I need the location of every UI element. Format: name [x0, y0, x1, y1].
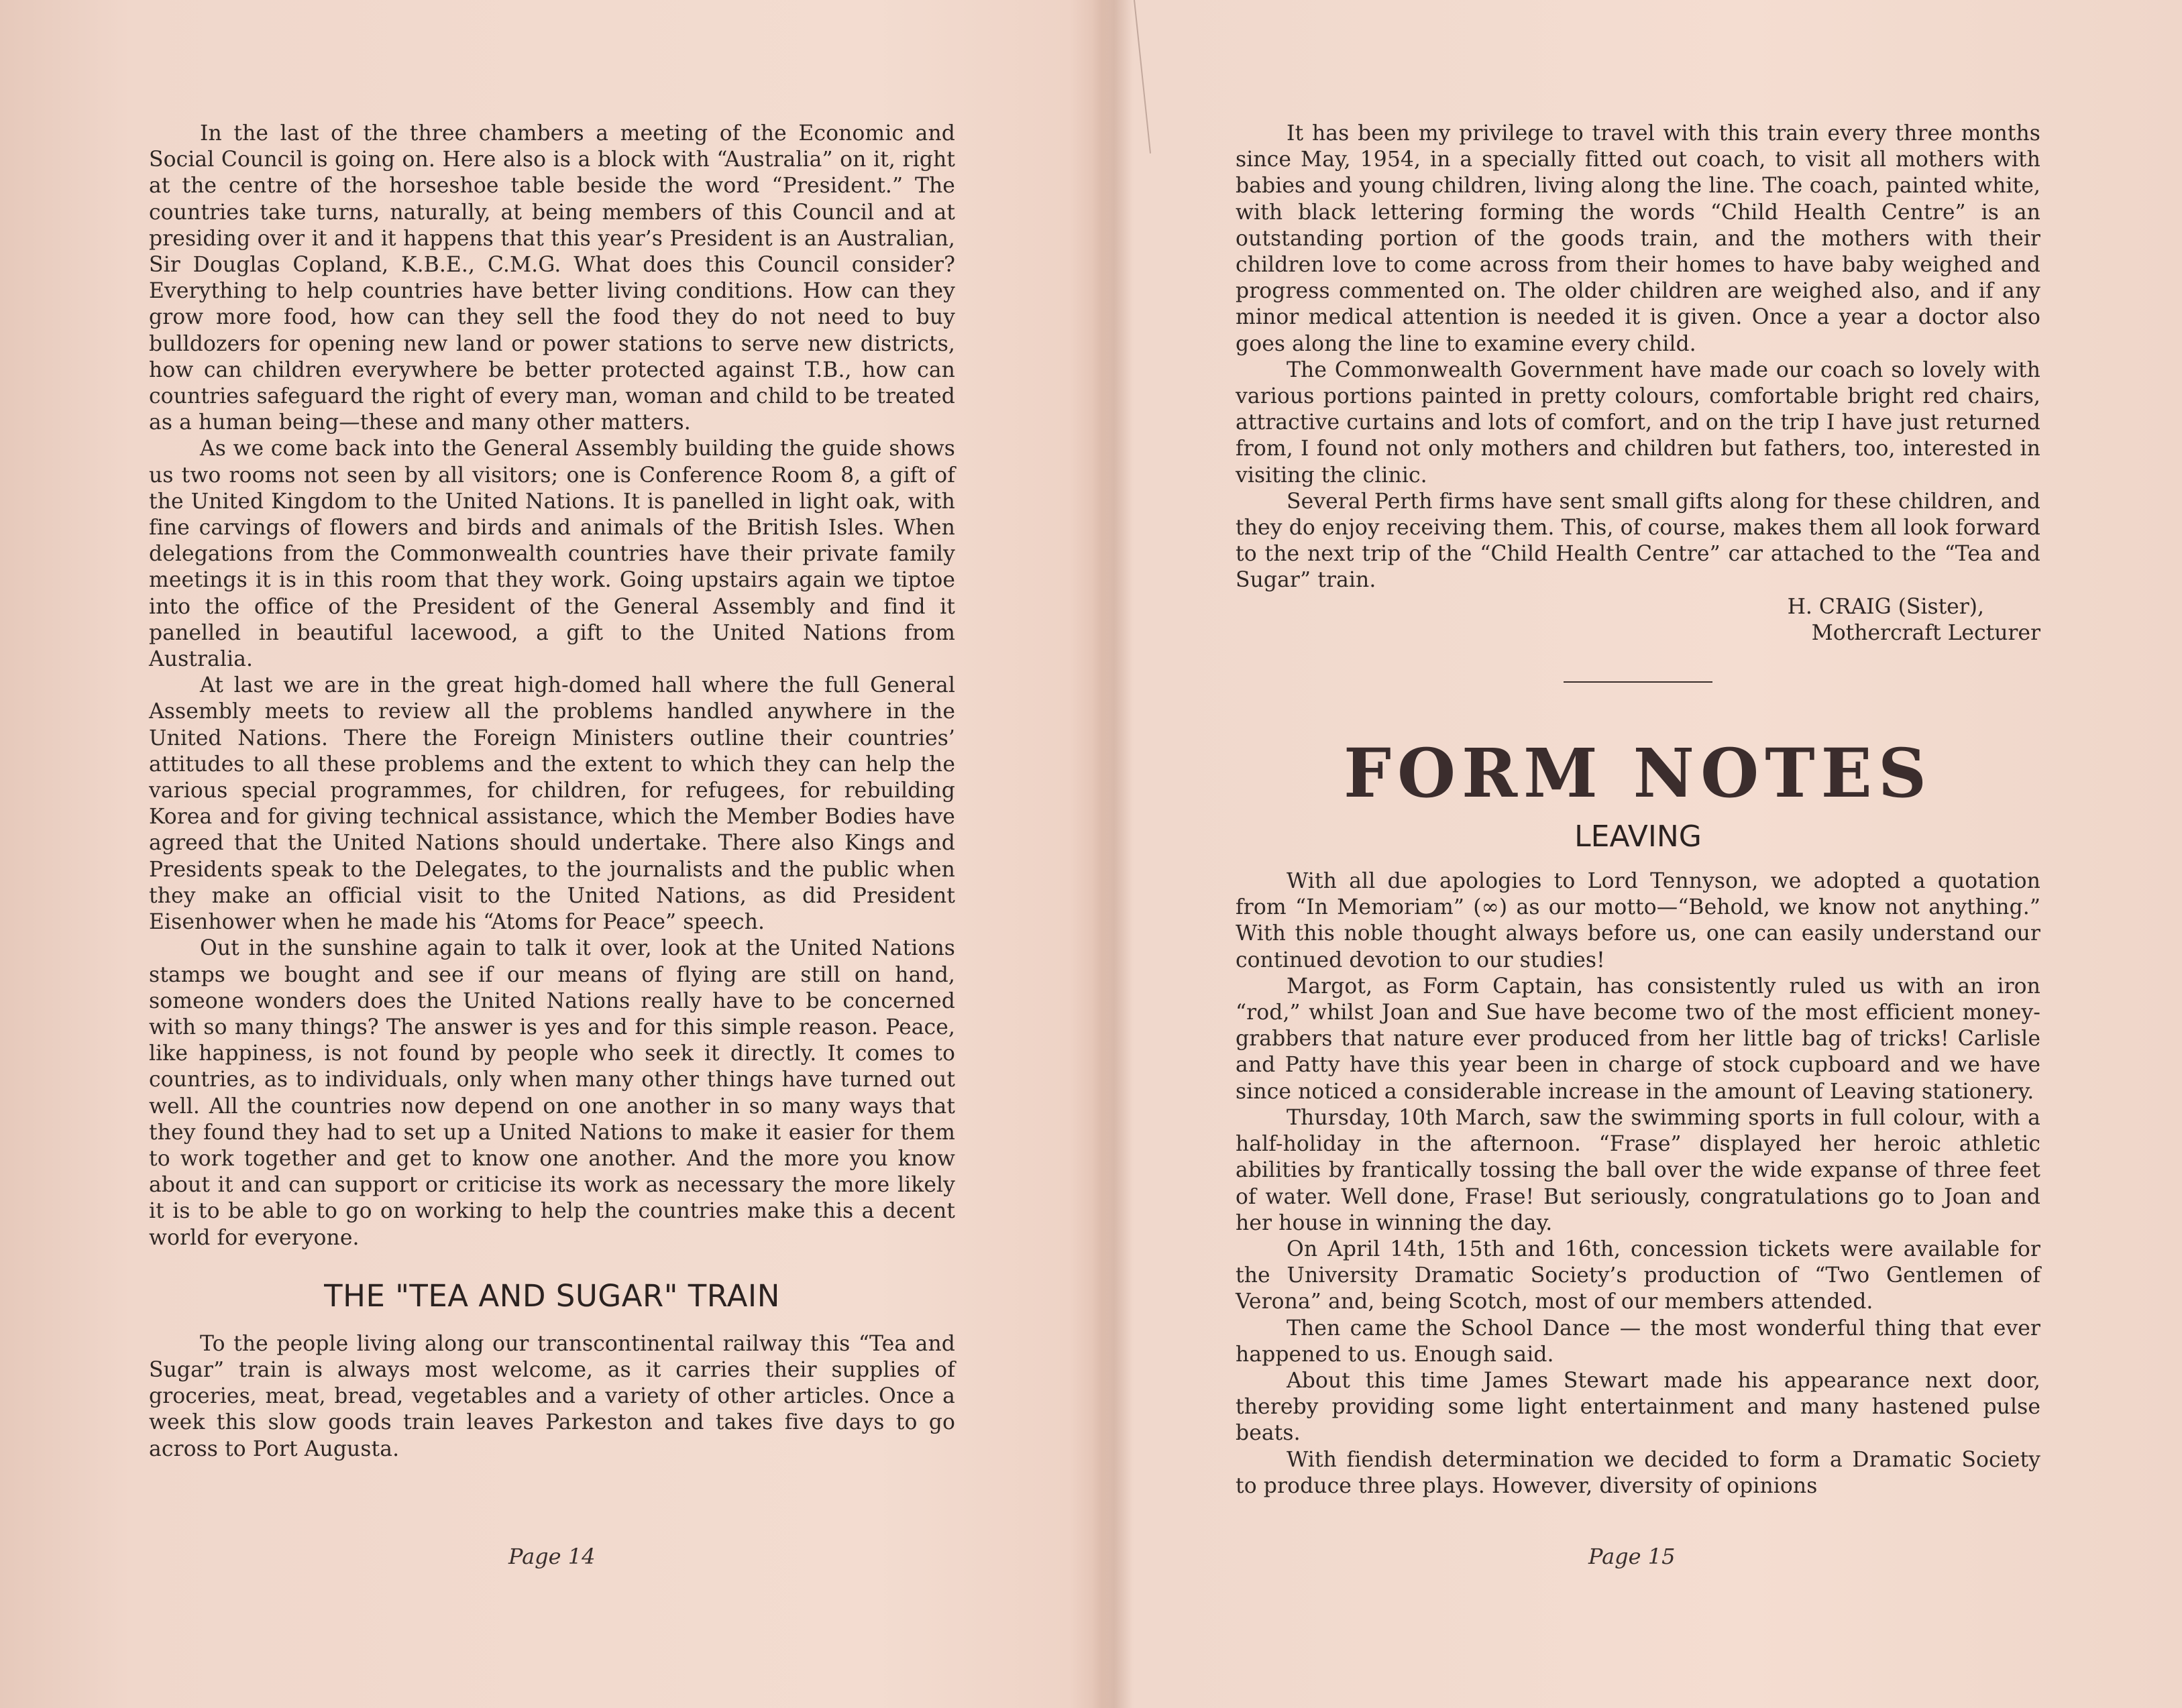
- form-paragraph: About this time James Stewart made his appearance next door, thereby providing some light entertainment and many hastened pulse beats.: [1236, 1368, 2040, 1446]
- center-gutter: [1092, 0, 1132, 1708]
- body-paragraph: Several Perth firms have sent small gifts along for these children, and they do enjoy receiving them. This, of course, makes them all look forward to the next trip of the “Child Health Centre” car attached to the “Tea and Sugar” train.: [1236, 489, 2040, 593]
- body-paragraph: As we come back into the General Assembly building the guide shows us two rooms not seen by all visitors; one is Conference Room 8, a gift of the United Kingdom to the United Nations. It is panelled in light oak, with fine carvings of flowers and birds and animals of the British Isles. When delegations from the Commonwealth countries have their private family meetings it is in this room that they work. Going upstairs again we tiptoe into the office of the President of the General Assembly and find it panelled in beautiful lacewood, a gift to the United Nations from Australia.: [149, 437, 955, 672]
- page-number-left: Page 14: [508, 1544, 596, 1569]
- body-paragraph: Out in the sunshine again to talk it over, look at the United Nations stamps we bought and see if our means of flying are still on hand, someone wonders does the United Nations really have to be concerned with so many things? The answer is yes and for this simple reason. Peace, like happiness, is not found by people who seek it directly. It comes to countries, as to individuals, only when many other things have turned out well. All the countries now depend on one another in so many ways that they found they had to set up a United Nations to make it easier for them to work together and get to know one another. And the more you know about it and can support or criticise its work as necessary the more likely it is to be able to go on working to help the countries make this a decent world for everyone.: [149, 936, 955, 1250]
- right-page: [1236, 121, 2040, 1499]
- section-heading: THE "TEA AND SUGAR" TRAIN: [324, 1277, 780, 1314]
- body-paragraph: The Commonwealth Government have made our coach so lovely with various portions painted in pretty colours, comfortable bright red chairs, attractive curtains and lots of comfort, and on the trip I have just returned from, I found not only mothers and children but fathers, too, interested in visiting the clinic.: [1236, 357, 2040, 488]
- page-number-right: Page 15: [1588, 1544, 1676, 1569]
- body-paragraph: In the last of the three chambers a meeting of the Economic and Social Council is going on. Here also is a block with “Australia” on it, right at the centre of the horseshoe table beside the word “President.” The countries take turns, naturally, at being members of this Council and at presiding over it and it happens that this year’s President is an Australian, Sir Douglas Copland, K.B.E., C.M.G. What does this Council consider? Everything to help countries have better living conditions. How can they grow more food, how can they sell the food they do not need to buy bulldozers for opening new land or power stations to serve new districts, how can children everywhere be better protected against T.B., how can countries safeguard the right of every man, woman and child to be treated as a human being—these and many other matters.: [149, 121, 955, 435]
- form-paragraph: On April 14th, 15th and 16th, concession tickets were available for the University Dramatic Society’s production of “Two Gentlemen of Verona” and, being Scotch, most of our members attended.: [1236, 1237, 2040, 1314]
- left-page: [149, 121, 955, 1463]
- signature-title: Mothercraft Lecturer: [1811, 620, 2040, 645]
- signature-name: H. CRAIG (Sister),: [1787, 594, 1984, 619]
- leaving-subheading: LEAVING: [1574, 819, 1702, 854]
- form-paragraph: Then came the School Dance — the most wonderful thing that ever happened to us. Enough said.: [1236, 1316, 2040, 1367]
- form-paragraph: With all due apologies to Lord Tennyson, we adopted a quotation from “In Memoriam” (∞) as our motto—“Behold, we know not anything.” With this noble thought always before us, one can easily understand our continued devotion to our studies!: [1236, 869, 2040, 972]
- body-paragraph: At last we are in the great high-domed hall where the full General Assembly meets to review all the problems handled anywhere in the United Nations. There the Foreign Ministers outline their countries’ attitudes to all these problems and the extent to which they can help the various special programmes, for children, for refugees, for rebuilding Korea and for giving technical assistance, which the Member Bodies have agreed that the United Nations should undertake. There also Kings and Presidents speak to the Delegates, to the journalists and the public when they make an official visit to the United Nations, as did President Eisenhower when he made his “Atoms for Peace” speech.: [149, 673, 955, 935]
- form-paragraph: With fiendish determination we decided to form a Dramatic Society to produce three plays. However, diversity of opinions: [1236, 1447, 2040, 1498]
- form-paragraph: Thursday, 10th March, saw the swimming sports in full colour, with a half-holiday in the afternoon. “Frase” displayed her heroic athletic abilities by frantically tossing the ball over the wide expanse of three feet of water. Well done, Frase! But seriously, congratulations go to Joan and her house in winning the day.: [1236, 1105, 2040, 1235]
- section-paragraph: To the people living along our transcontinental railway this “Tea and Sugar” train is always most welcome, as it carries their supplies of groceries, meat, bread, vegetables and a variety of other articles. Once a week this slow goods train leaves Parkeston and takes five days to go across to Port Augusta.: [149, 1331, 955, 1461]
- section-divider: [1564, 681, 1712, 683]
- form-paragraph: Margot, as Form Captain, has consistently ruled us with an iron “rod,” whilst Joan and Sue have become two of the most efficient money-grabbers that nature ever produced from her little bag of tricks! Carlisle and Patty have this year been in charge of stock cupboard and we have since noticed a considerable increase in the amount of Leaving stationery.: [1236, 974, 2040, 1104]
- form-notes-title: FORM NOTES: [1343, 734, 1933, 813]
- body-paragraph: It has been my privilege to travel with this train every three months since May, 1954, in a specially fitted out coach, to visit all mothers with babies and young children, living along the line. The coach, painted white, with black lettering forming the words “Child Health Centre” is an outstanding portion of the goods train, and the mothers with their children love to come across from their homes to have baby weighed and progress commented on. The older children are weighed also, and if any minor medical attention is needed it is given. Once a year a doctor also goes along the line to examine every child.: [1236, 121, 2040, 356]
